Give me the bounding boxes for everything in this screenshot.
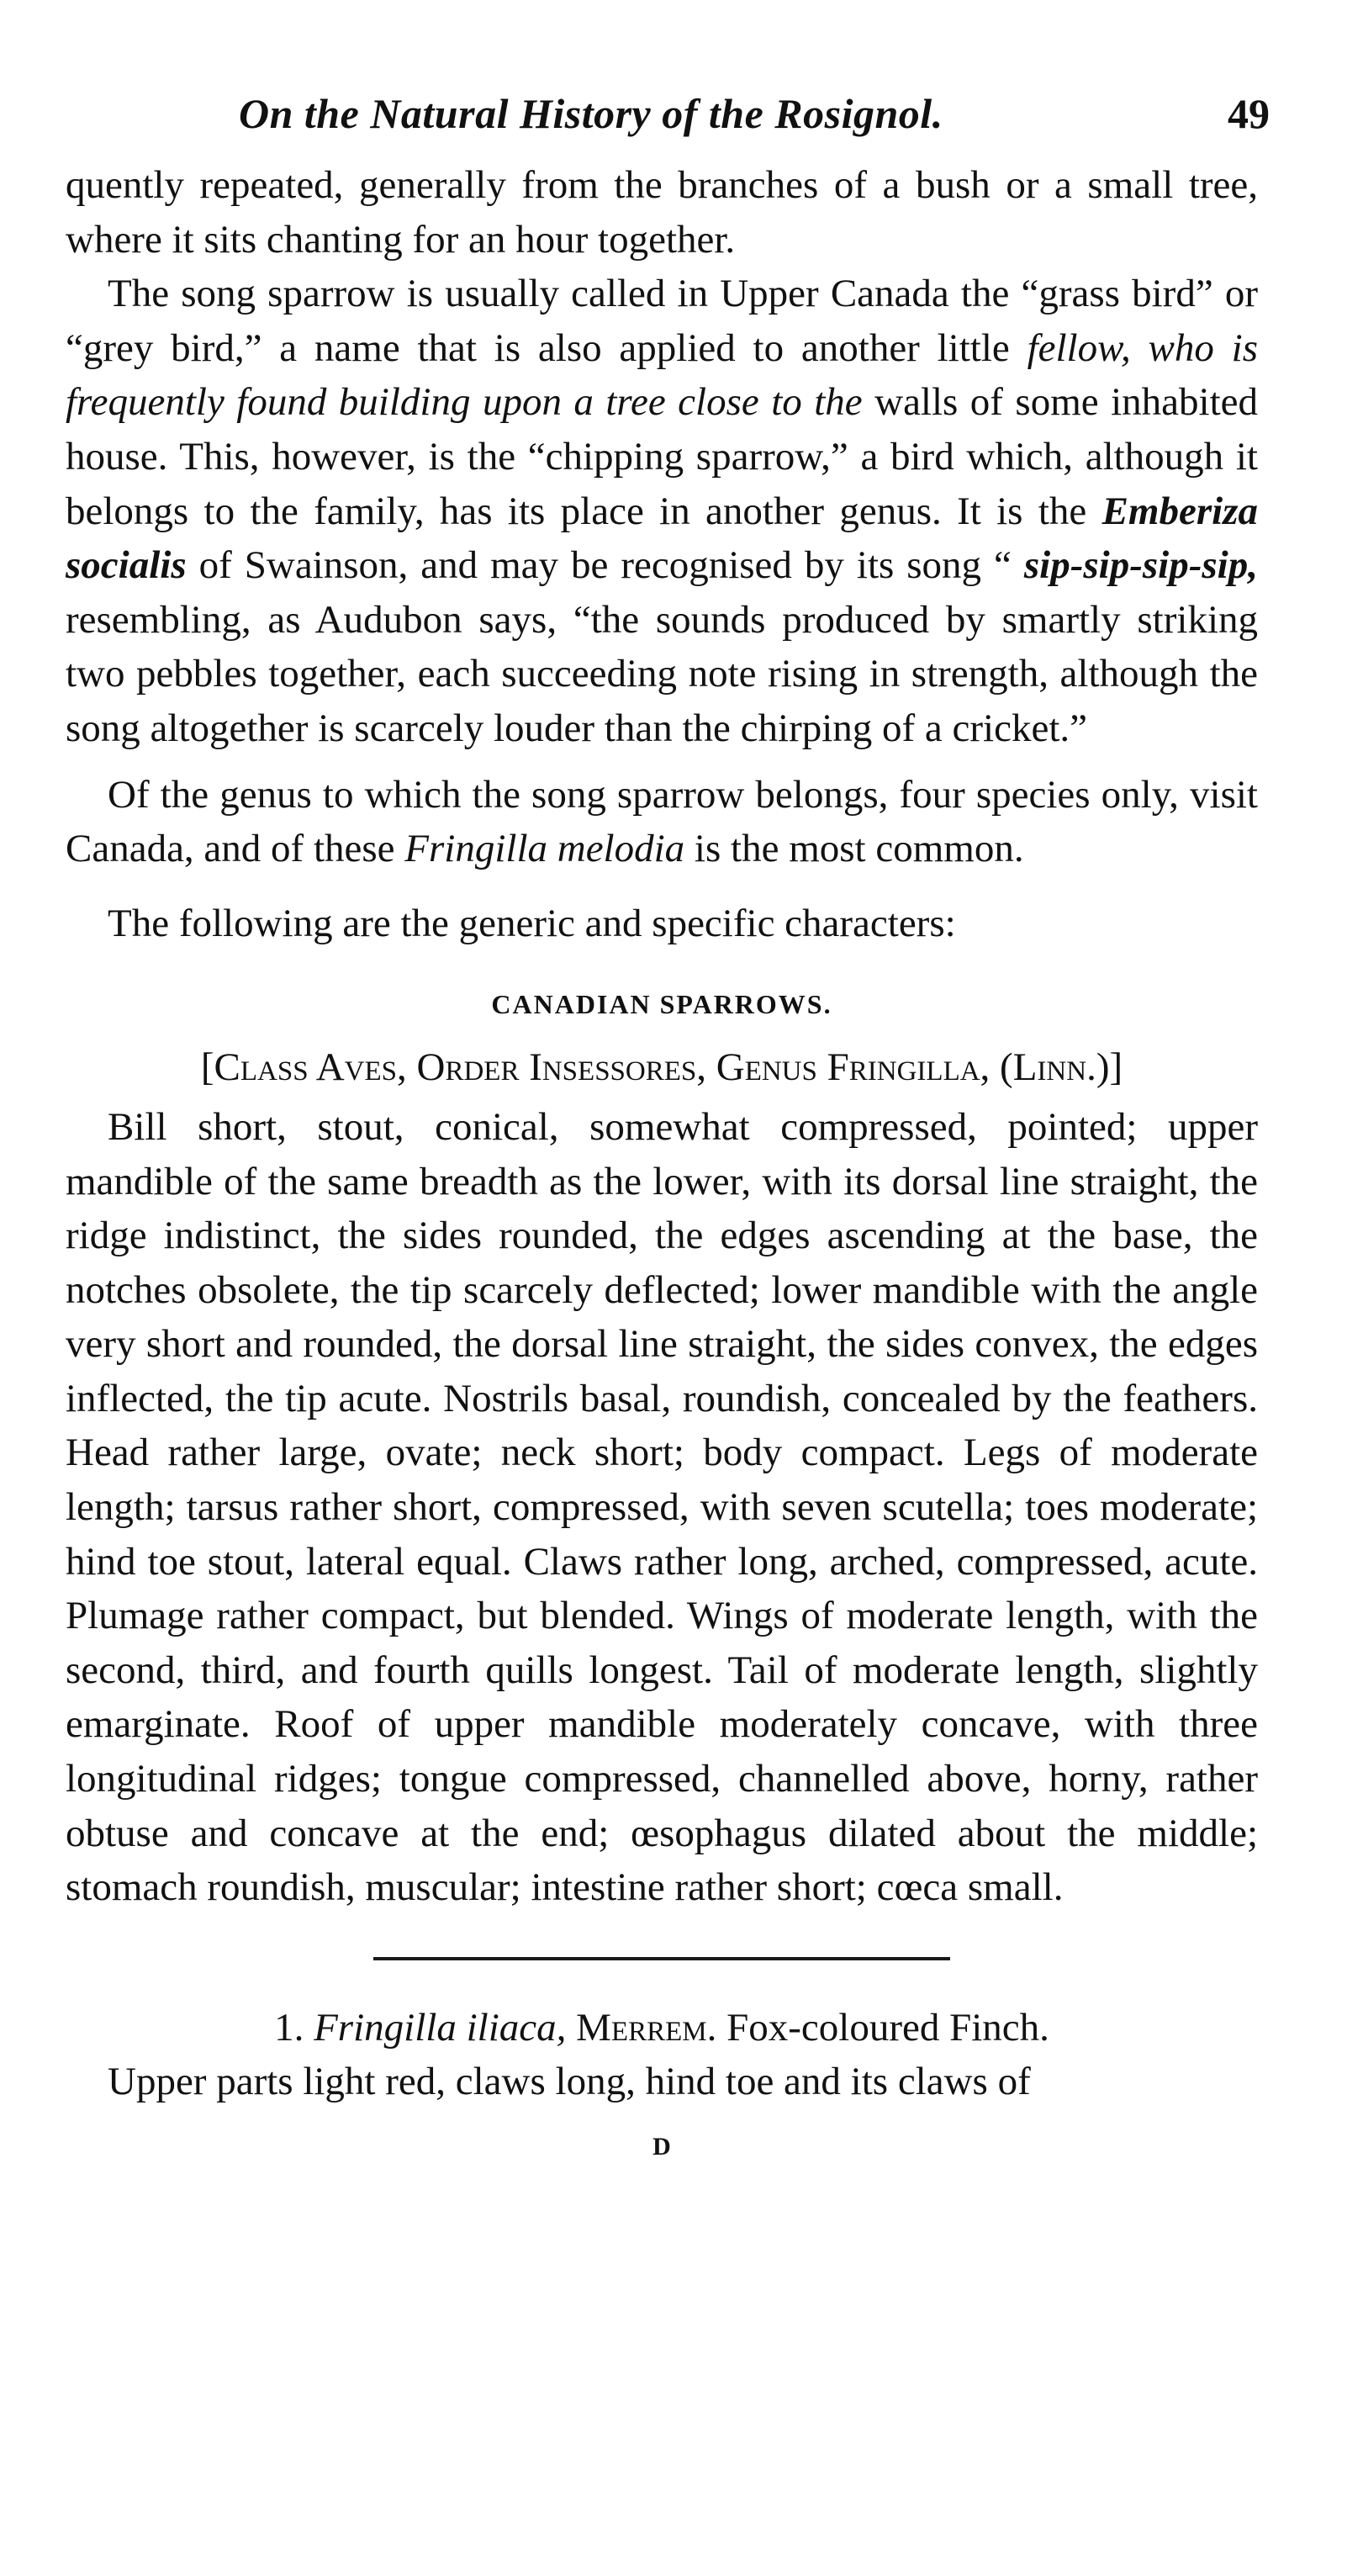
species-common-name: Fox-coloured Finch.	[726, 2005, 1049, 2050]
text-run: is the most common.	[684, 827, 1024, 871]
classification-line: [Class Aves, Order Insessores, Genus Fringilla, (Linn.)]	[200, 1045, 1123, 1090]
paragraph-characters-intro: The following are the generic and specific characters:	[108, 901, 956, 945]
running-head	[66, 81, 1270, 158]
signature-mark: D	[652, 2133, 671, 2161]
text-run: resembling, as Audubon says, “the sounds produced by smartly striking two pebbles together, each succeeding note rising in strength, although the song altogether is scarcely louder than the chirping of a cricket.”	[66, 597, 1258, 750]
species-number: 1.	[274, 2005, 304, 2050]
species-latin-name: Fringilla iliaca,	[314, 2005, 567, 2050]
generic-description: Bill short, stout, conical, somewhat compressed, pointed; upper mandible of the same breadth as the lower, with its dorsal line straight, the ridge indistinct, the sides rounded, the edges ascending at the base, the notches obsolete, the tip scarcely deflected; lower mandible with the angle very short and rounded, the dorsal line straight, the sides convex, the edges inflected, the tip acute. Nostrils basal, roundish, concealed by the feathers. Head rather large, ovate; neck short; body compact. Legs of moderate length; tarsus rather short, compressed, with seven scutella; toes moderate; hind toe stout, lateral equal. Claws rather long, arched, compressed, acute. Plumage rather compact, but blended. Wings of moderate length, with the second, third, and fourth quills longest. Tail of moderate length, slightly emarginate. Roof of upper mandible moderately concave, with three longitudinal ridges; tongue compressed, channelled above, horny, rather obtuse and concave at the end; œsophagus dilated about the middle; stomach roundish, muscular; intestine rather short; cœca small.	[66, 1104, 1258, 1910]
species-heading	[66, 2001, 1258, 2055]
song-notation: sip-sip-sip-sip,	[1023, 543, 1258, 588]
species-author: Merrem.	[576, 2005, 717, 2050]
paragraph-song-sparrow	[66, 267, 1258, 755]
running-title: On the Natural History of the Rosignol.	[239, 90, 943, 137]
paragraph-genus	[66, 768, 1258, 876]
text-run: walls of some inhabited house. This, however, is the “chipping sparrow,” a bird which, although it belongs to the family, has its place in another genus. It is the	[66, 380, 1258, 533]
species-name-emberiza: Emberiza socialis	[66, 489, 1258, 588]
italic-run: fellow, who is frequently found building upon a tree close to the	[66, 325, 1258, 425]
section-title: CANADIAN SPARROWS.	[491, 989, 832, 1020]
book-page	[66, 81, 1270, 2161]
text-run: The song sparrow is usually called in Upper Canada the “grass bird” or “grey bird,” a name that is also applied to another little	[66, 272, 1258, 370]
text-run: Of the genus to which the song sparrow belongs, four species only, visit Canada, and of these	[66, 772, 1258, 871]
species-name-fringilla-melodia: Fringilla melodia	[404, 827, 685, 871]
paragraph-continuation: quently repeated, generally from the branches of a bush or a small tree, where it sits chanting for an hour together.	[66, 163, 1258, 262]
text-run: of Swainson, and may be recognised by its song “	[186, 543, 1024, 588]
section-divider	[373, 1957, 950, 1960]
species-description: Upper parts light red, claws long, hind toe and its claws of	[108, 2060, 1031, 2104]
page-number: 49	[1228, 90, 1270, 137]
